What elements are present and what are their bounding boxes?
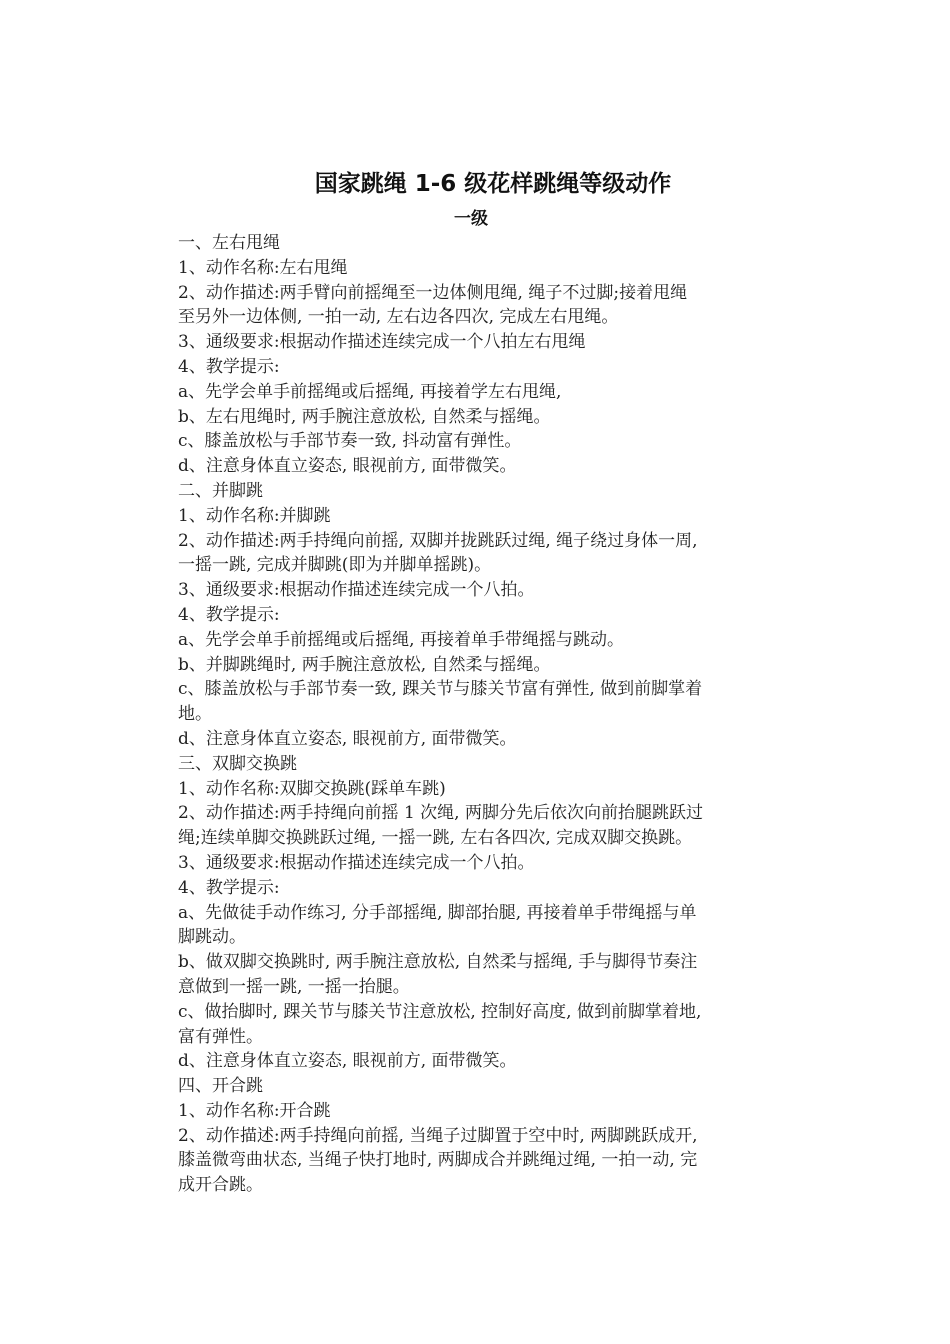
text-line: a、先做徒手动作练习, 分手部摇绳, 脚部抬腿, 再接着单手带绳摇与单 [178,902,697,923]
text-line: a、先学会单手前摇绳或后摇绳, 再接着学左右甩绳, [178,381,562,402]
text-line: 一、左右甩绳 [178,233,280,253]
text-line: 1、动作名称:左右甩绳 [178,257,348,278]
text-line: 富有弹性。 [178,1026,263,1047]
text-line: 4、教学提示: [178,877,280,898]
text-line: 脚跳动。 [178,927,246,948]
text-line: 1、动作名称:并脚跳 [178,505,331,526]
text-line: 三、双脚交换跳 [178,753,297,774]
text-line: 地。 [178,704,212,725]
text-line: 1、动作名称:双脚交换跳(踩单车跳) [178,778,446,799]
text-line: 绳;连续单脚交换跳跃过绳, 一摇一跳, 左右各四次, 完成双脚交换跳。 [178,828,693,849]
text-line: b、并脚跳绳时, 两手腕注意放松, 自然柔与摇绳。 [178,654,551,675]
text-line: 3、通级要求:根据动作描述连续完成一个八拍左右甩绳 [178,332,586,353]
text-line: d、注意身体直立姿态, 眼视前方, 面带微笑。 [178,456,517,477]
text-line: d、注意身体直立姿态, 眼视前方, 面带微笑。 [178,1051,517,1072]
text-line: c、膝盖放松与手部节奏一致, 踝关节与膝关节富有弹性, 做到前脚掌着 [178,679,703,700]
document-body [178,231,768,1198]
text-line: 二、并脚跳 [178,480,263,501]
text-line: a、先学会单手前摇绳或后摇绳, 再接着单手带绳摇与跳动。 [178,629,624,650]
text-line: 成开合跳。 [178,1175,263,1196]
level-heading: 一级 [454,209,488,229]
text-line: 意做到一摇一跳, 一摇一抬腿。 [178,976,410,997]
text-line: 四、开合跳 [178,1076,263,1097]
document-title: 国家跳绳 1-6 级花样跳绳等级动作 [314,171,672,197]
text-line: b、做双脚交换跳时, 两手腕注意放松, 自然柔与摇绳, 手与脚得节奏注 [178,952,698,973]
text-line: 3、通级要求:根据动作描述连续完成一个八拍。 [178,852,535,873]
text-line: 1、动作名称:开合跳 [178,1100,331,1121]
text-line: 膝盖微弯曲状态, 当绳子快打地时, 两脚成合并跳绳过绳, 一拍一动, 完 [178,1150,698,1171]
text-line: 至另外一边体侧, 一拍一动, 左右边各四次, 完成左右甩绳。 [178,307,619,328]
text-line: 2、动作描述:两手持绳向前摇, 当绳子过脚置于空中时, 两脚跳跃成开, [178,1125,698,1146]
text-line: b、左右甩绳时, 两手腕注意放松, 自然柔与摇绳。 [178,406,551,427]
text-line: 2、动作描述:两手持绳向前摇, 双脚并拢跳跃过绳, 绳子绕过身体一周, [178,530,698,551]
text-line: d、注意身体直立姿态, 眼视前方, 面带微笑。 [178,728,517,749]
text-line: 2、动作描述:两手持绳向前摇 1 次绳, 两脚分先后依次向前抬腿跳跃过 [178,803,703,824]
text-line: 3、通级要求:根据动作描述连续完成一个八拍。 [178,580,535,601]
text-line: 一摇一跳, 完成并脚跳(即为并脚单摇跳)。 [178,555,492,576]
text-line: c、膝盖放松与手部节奏一致, 抖动富有弹性。 [178,431,522,452]
text-line: 2、动作描述:两手臂向前摇绳至一边体侧甩绳, 绳子不过脚;接着甩绳 [178,282,688,303]
text-line: 4、教学提示: [178,604,280,625]
text-line: c、做抬脚时, 踝关节与膝关节注意放松, 控制好高度, 做到前脚掌着地, [178,1001,702,1022]
text-line: 4、教学提示: [178,356,280,377]
